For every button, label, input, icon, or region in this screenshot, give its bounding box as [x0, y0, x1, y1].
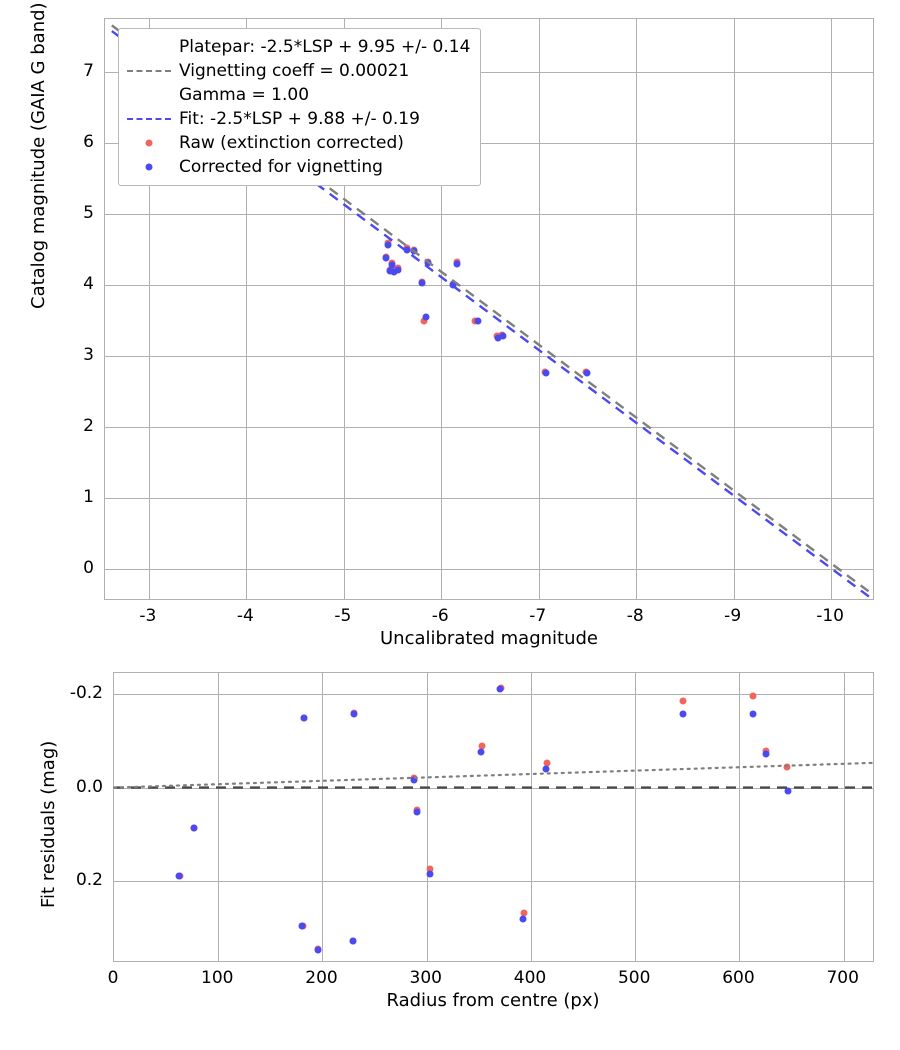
x-tick-label: -7 — [529, 606, 547, 626]
calibration-ylabel: Catalog magnitude (GAIA G band) — [28, 2, 49, 309]
legend-entry — [127, 155, 470, 179]
x-tick-label: -6 — [431, 606, 449, 626]
legend-key-icon — [127, 135, 171, 151]
x-tick-label: 100 — [201, 968, 234, 988]
x-tick-label: 200 — [305, 968, 338, 988]
legend-entry — [127, 59, 470, 83]
legend-dashed-line-icon — [127, 118, 171, 120]
x-tick-label: 0 — [107, 968, 119, 988]
legend-label: Gamma = 1.00 — [179, 84, 310, 105]
x-tick-label: -3 — [139, 606, 157, 626]
vignetting-curve — [114, 763, 875, 788]
x-tick-label: -5 — [334, 606, 352, 626]
y-tick-label: 2 — [83, 416, 94, 437]
residuals-xlabel: Radius from centre (px) — [386, 990, 600, 1011]
legend-label: Raw (extinction corrected) — [179, 132, 404, 153]
y-tick-label: -0.2 — [69, 683, 103, 704]
legend-marker-icon — [146, 164, 153, 171]
legend-label: Vignetting coeff = 0.00021 — [179, 60, 410, 81]
legend-entry — [127, 131, 470, 155]
x-tick-label: -8 — [626, 606, 644, 626]
legend-key-icon — [127, 87, 171, 103]
residuals-ylabel: Fit residuals (mag) — [38, 740, 59, 908]
legend-entry — [127, 83, 470, 107]
x-tick-label: 300 — [409, 968, 442, 988]
y-tick-label: 7 — [83, 61, 94, 82]
legend-key-icon — [127, 39, 171, 55]
y-tick-label: 0.2 — [75, 870, 103, 891]
y-tick-label: 4 — [83, 274, 94, 295]
legend-label: Platepar: -2.5*LSP + 9.95 +/- 0.14 — [179, 36, 471, 57]
legend-entry — [127, 107, 470, 131]
x-tick-label: 600 — [722, 968, 755, 988]
x-tick-label: 400 — [513, 968, 547, 988]
legend-marker-icon — [146, 140, 153, 147]
calibration-legend — [118, 28, 481, 186]
residuals-plot-axes — [113, 672, 874, 962]
y-tick-label: 3 — [83, 345, 94, 366]
y-tick-label: 1 — [83, 487, 94, 508]
legend-entry — [127, 35, 470, 59]
y-tick-label: 6 — [83, 132, 94, 153]
y-tick-label: 0 — [83, 558, 94, 579]
calibration-xlabel: Uncalibrated magnitude — [379, 628, 599, 649]
legend-key-icon — [127, 111, 171, 127]
residuals-reference-lines — [114, 673, 875, 963]
y-tick-label: 5 — [83, 203, 94, 224]
y-tick-label: 0.0 — [75, 776, 103, 797]
legend-key-icon — [127, 159, 171, 175]
x-tick-label: -9 — [724, 606, 742, 626]
x-tick-label: 700 — [826, 968, 859, 988]
legend-label: Corrected for vignetting — [179, 156, 383, 177]
x-tick-label: 500 — [617, 968, 651, 988]
legend-label: Fit: -2.5*LSP + 9.88 +/- 0.19 — [179, 108, 420, 129]
legend-key-icon — [127, 63, 171, 79]
x-tick-label: -4 — [236, 606, 254, 626]
x-tick-label: -10 — [816, 606, 845, 626]
legend-dashed-line-icon — [127, 70, 171, 72]
